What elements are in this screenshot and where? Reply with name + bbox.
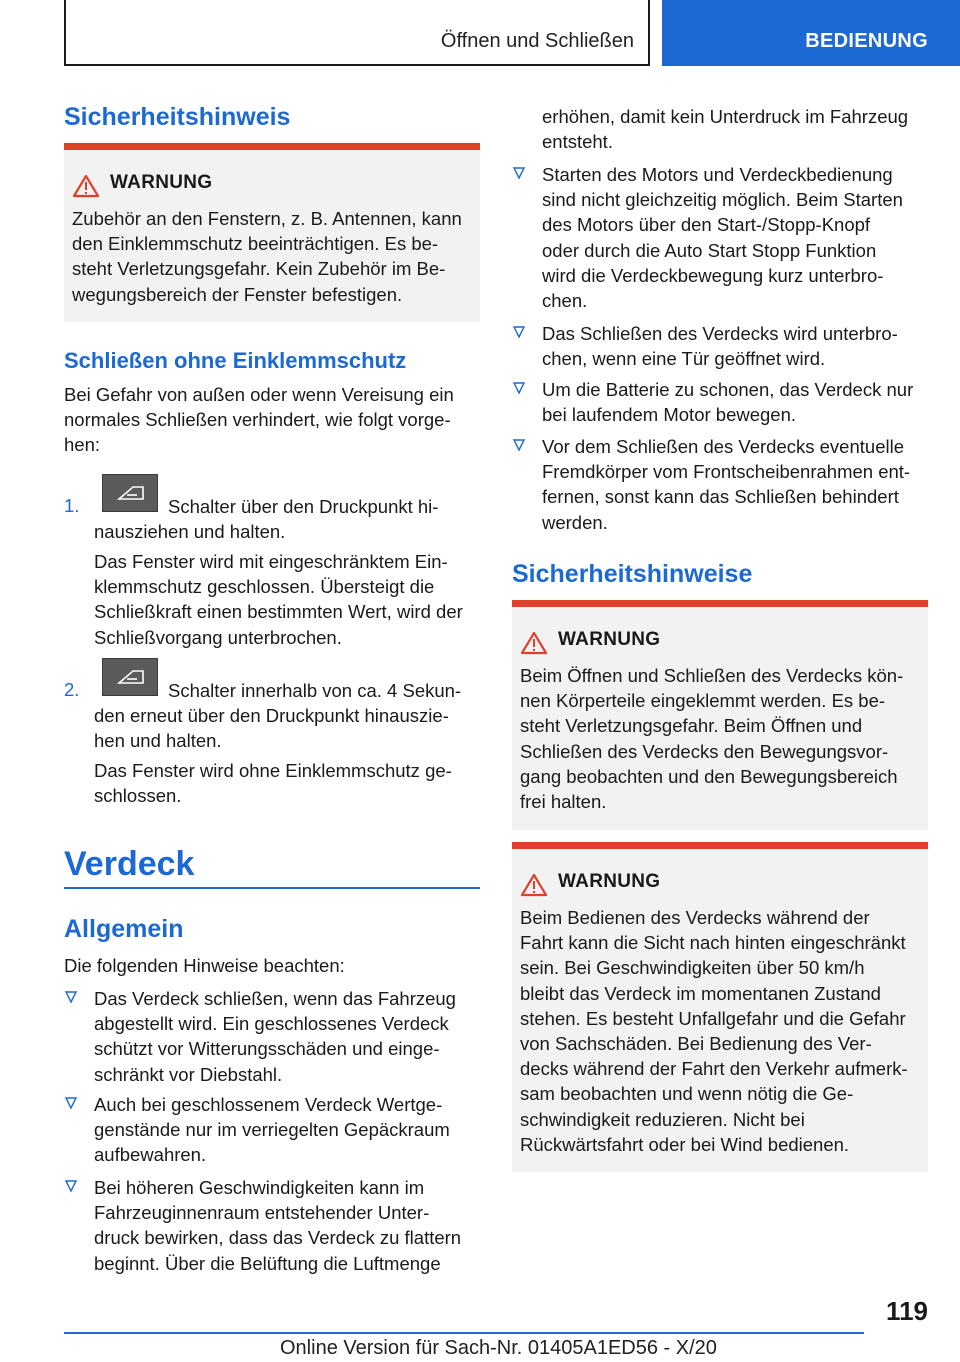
warning-triangle-icon: [520, 873, 548, 897]
warning-label: WARNUNG: [558, 871, 661, 892]
list-item-text: [542, 377, 913, 427]
text-line: Bei Gefahr von außen oder wenn Vereisung ein: [64, 384, 454, 405]
warning-line: wegungsbereich der Fenster befestigen.: [72, 283, 403, 305]
text-line: abgestellt wird. Ein geschlossenes Verdeck: [94, 1013, 449, 1035]
text-line: Auch bei geschlossenem Verdeck Wertge-: [94, 1094, 443, 1115]
warning-text: [520, 663, 903, 814]
warning-line: decks während der Fahrt den Verkehr aufmerk-: [520, 1058, 908, 1080]
heading-allgemein: Allgemein: [64, 915, 184, 943]
heading-close-without-protection: Schließen ohne Einklemmschutz: [64, 348, 407, 373]
text-line: des Motors über den Start-/Stopp-Knopf: [542, 214, 871, 236]
warning-line: Rückwärtsfahrt oder bei Wind bedienen.: [520, 1133, 850, 1155]
window-switch-icon: [102, 658, 158, 696]
warning-text: [520, 905, 908, 1157]
warning-box: [512, 842, 928, 1172]
text-line: hen und halten.: [94, 730, 222, 752]
bullet-triangle-icon: [512, 165, 526, 183]
warning-line: sein. Bei Geschwindigkeiten über 50 km/h: [520, 957, 865, 979]
text-line: wird die Verdeckbewegung kurz unterbro-: [542, 264, 884, 286]
step1-text-second: nausziehen und halten.: [94, 521, 286, 542]
warning-line: schwindigkeit reduzieren. Nicht bei: [520, 1108, 805, 1130]
list-item-text: [542, 321, 898, 371]
text-line: Das Fenster wird mit eingeschränktem Ein-: [94, 551, 448, 572]
text-line: sind nicht gleichzeitig möglich. Beim Starten: [542, 189, 903, 211]
bullet-triangle-icon: [64, 1178, 78, 1196]
warning-line: frei halten.: [520, 791, 607, 813]
chapter-tab[interactable]: [662, 0, 960, 66]
chapter-title: BEDIENUNG: [805, 30, 928, 52]
bullet-triangle-icon: [512, 324, 526, 342]
warning-box: [512, 600, 928, 830]
text-line: Um die Batterie zu schonen, das Verdeck nur: [542, 379, 914, 400]
text-line: Vor dem Schließen des Verdecks eventuelle: [542, 436, 904, 457]
warning-label: WARNUNG: [558, 629, 661, 650]
text-line: hen:: [64, 434, 101, 456]
section-tab: [64, 0, 650, 66]
warning-line: gang beobachten und den Bewegungsbereich: [520, 765, 898, 787]
text-line: schlossen.: [94, 785, 182, 807]
text-line: genstände nur im verriegelten Gepäckraum: [94, 1119, 450, 1141]
text-line: Schließkraft einen bestimmten Wert, wird der: [94, 601, 463, 623]
step1-text-first: Schalter über den Druckpunkt hi-: [168, 496, 439, 517]
warning-line: Schließen des Verdecks den Bewegungsvor-: [520, 740, 889, 762]
list-item-text: [94, 986, 456, 1087]
text-line: chen, wenn eine Tür geöffnet wird.: [542, 348, 826, 370]
text-line: Das Schließen des Verdecks wird unterbro-: [542, 323, 898, 344]
text-line: Das Fenster wird ohne Einklemmschutz ge-: [94, 760, 452, 781]
continued-text: [542, 104, 908, 154]
step1-subtext: [94, 549, 463, 650]
text-line: bei laufendem Motor bewegen.: [542, 404, 797, 426]
warning-triangle-icon: [520, 631, 548, 655]
warning-line: Beim Bedienen des Verdecks während der: [520, 907, 870, 928]
text-line: Das Verdeck schließen, wenn das Fahrzeug: [94, 988, 456, 1009]
heading-verdeck: Verdeck: [64, 845, 195, 883]
text-line: druck bewirken, dass das Verdeck zu flattern: [94, 1227, 462, 1249]
heading-underline: [64, 887, 480, 889]
warning-line: den Einklemmschutz beeinträchtigen. Es be-: [72, 233, 439, 255]
list-item-text: [94, 1092, 450, 1168]
text-line: Bei höheren Geschwindigkeiten kann im: [94, 1177, 425, 1198]
step2-text-rest: [94, 703, 449, 753]
text-line: Starten des Motors und Verdeckbedienung: [542, 164, 893, 185]
text-line: chen.: [542, 290, 588, 312]
close-intro: [64, 382, 454, 458]
text-line: klemmschutz geschlossen. Übersteigt die: [94, 576, 435, 598]
warning-line: steht Verletzungsgefahr. Beim Öffnen und: [520, 715, 863, 737]
allgemein-intro: Die folgenden Hinweise beachten:: [64, 955, 345, 976]
bullet-triangle-icon: [64, 1095, 78, 1113]
text-line: den erneut über den Druckpunkt hinauszie-: [94, 705, 449, 726]
warning-triangle-icon: [72, 174, 100, 198]
bullet-triangle-icon: [64, 989, 78, 1007]
text-line: beginnt. Über die Belüftung die Luftmenge: [94, 1252, 441, 1274]
heading-safety-notes: Sicherheitshinweise: [512, 560, 753, 588]
text-line: fernen, sonst kann das Schließen behindert: [542, 486, 899, 508]
bullet-triangle-icon: [512, 380, 526, 398]
text-line: schränkt vor Diebstahl.: [94, 1063, 283, 1085]
text-line: Fremdkörper vom Frontscheibenrahmen ent-: [542, 461, 911, 483]
heading-safety: Sicherheitshinweis: [64, 103, 291, 131]
warning-line: Zubehör an den Fenstern, z. B. Antennen, kann: [72, 208, 462, 229]
list-item-text: [542, 434, 910, 535]
list-item-text: [94, 1175, 461, 1276]
step2-text-first: Schalter innerhalb von ca. 4 Sekun-: [168, 680, 462, 701]
warning-line: nen Körperteile eingeklemmt werden. Es be-: [520, 690, 886, 712]
bullet-triangle-icon: [512, 437, 526, 455]
warning-line: steht Verletzungsgefahr. Kein Zubehör im Be-: [72, 258, 446, 280]
step-number: 2.: [64, 679, 80, 700]
warning-line: stehen. Es besteht Unfallgefahr und die Gefahr: [520, 1007, 906, 1029]
page-header: [0, 0, 960, 66]
page-number: 119: [886, 1296, 928, 1326]
step2-subtext: [94, 758, 452, 808]
footer-rule: [64, 1332, 864, 1334]
text-line: erhöhen, damit kein Unterdruck im Fahrzeug: [542, 106, 909, 127]
text-line: Fahrzeuginnenraum entstehender Unter-: [94, 1202, 430, 1224]
text-line: schützt vor Witterungsschäden und einge-: [94, 1038, 440, 1060]
step-number: 1.: [64, 495, 80, 516]
warning-line: Fahrt kann die Sicht nach hinten eingeschränkt: [520, 932, 906, 954]
warning-label: WARNUNG: [110, 172, 213, 193]
warning-line: Beim Öffnen und Schließen des Verdecks kön-: [520, 665, 904, 686]
warning-text: [72, 206, 462, 307]
text-line: Schließvorgang unterbrochen.: [94, 626, 342, 648]
warning-line: sam beobachten und wenn nötig die Ge-: [520, 1083, 854, 1105]
text-line: normales Schließen verhindert, wie folgt vorge-: [64, 409, 451, 431]
text-line: entsteht.: [542, 131, 613, 153]
footer-online-version: Online Version für Sach-Nr. 01405A1ED56 - X/20: [280, 1337, 717, 1359]
warning-line: bleibt das Verdeck im momentanen Zustand: [520, 982, 881, 1004]
window-switch-icon: [102, 474, 158, 512]
text-line: aufbewahren.: [94, 1144, 207, 1166]
section-title: Öffnen und Schließen: [440, 30, 634, 52]
list-item-text: [542, 162, 903, 313]
warning-line: von Sachschäden. Bei Bedienung des Ver-: [520, 1033, 872, 1055]
text-line: werden.: [542, 511, 608, 533]
warning-box: [64, 143, 480, 322]
text-line: oder durch die Auto Start Stopp Funktion: [542, 239, 877, 261]
